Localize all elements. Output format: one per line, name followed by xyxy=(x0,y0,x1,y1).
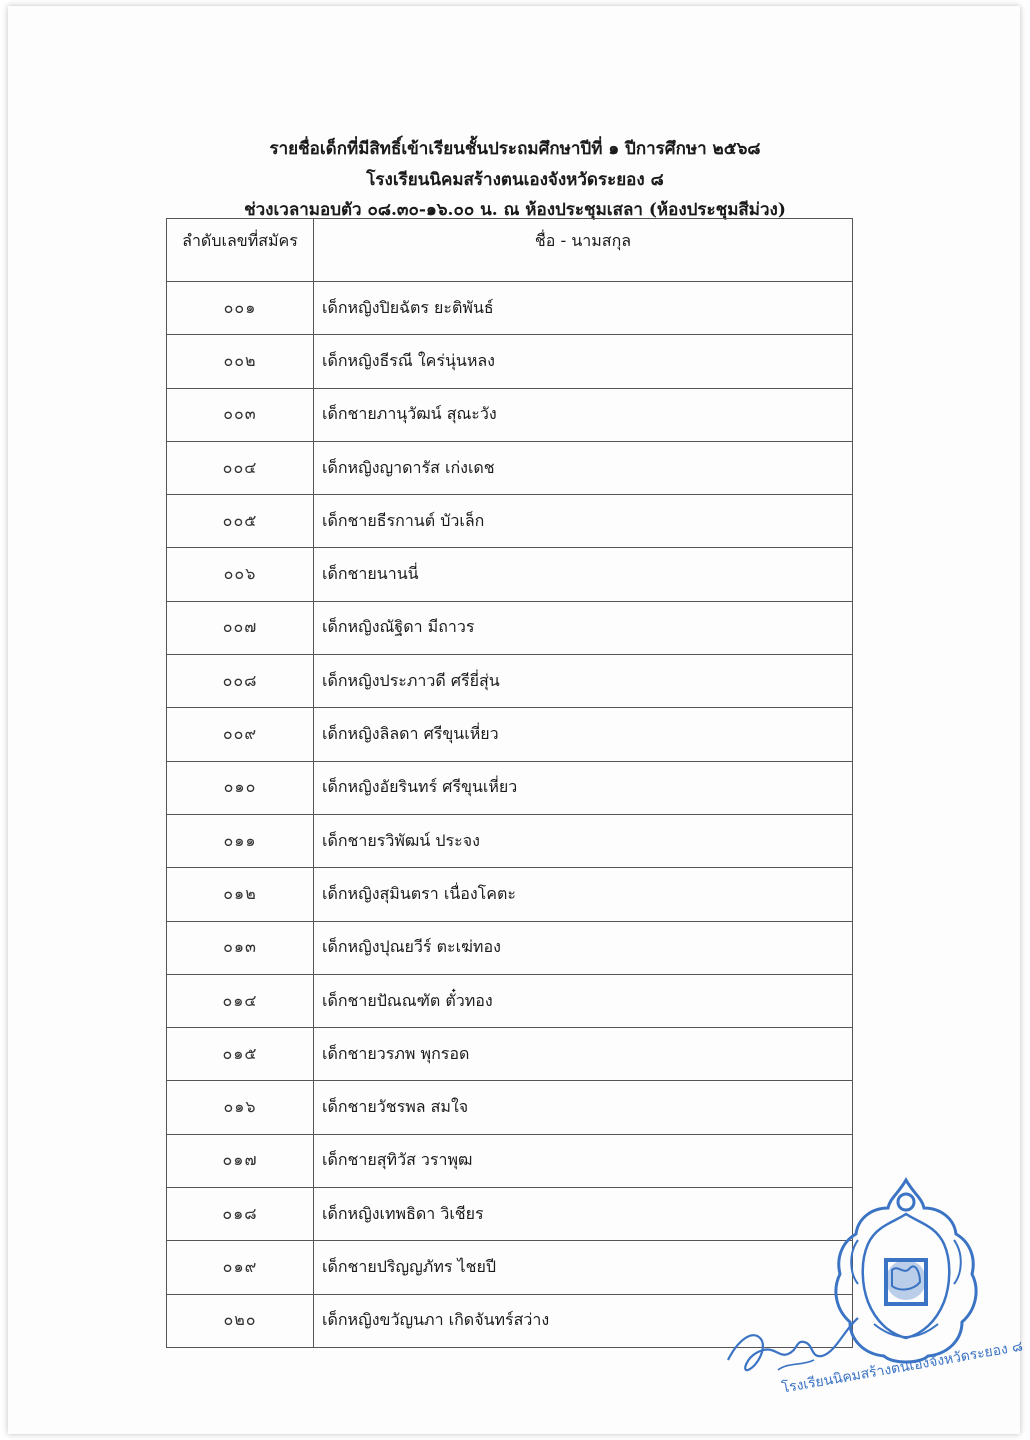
application-number: ๐๑๘ xyxy=(167,1188,314,1241)
table-row xyxy=(167,601,853,654)
application-number: ๐๑๙ xyxy=(167,1241,314,1294)
application-number: ๐๑๓ xyxy=(167,921,314,974)
application-number: ๐๐๑ xyxy=(167,282,314,335)
table-row xyxy=(167,548,853,601)
student-list-table xyxy=(166,218,853,1348)
student-name: เด็กหญิงปิยฉัตร ยะติพันธ์ xyxy=(314,282,853,335)
document-title: รายชื่อเด็กที่มีสิทธิ์เข้าเรียนชั้นประถมศึกษาปีที่ ๑ ปีการศึกษา ๒๕๖๘ xyxy=(269,139,761,159)
table-row xyxy=(167,1241,853,1294)
application-number: ๐๐๕ xyxy=(167,495,314,548)
application-number: ๐๑๑ xyxy=(167,814,314,867)
table-row xyxy=(167,1134,853,1187)
table-row xyxy=(167,708,853,761)
application-number: ๐๐๖ xyxy=(167,548,314,601)
column-header-name: ชื่อ - นามสกุล xyxy=(314,219,853,282)
student-name: เด็กชายสุทิวัส วราพุฒ xyxy=(314,1134,853,1187)
application-number: ๐๑๖ xyxy=(167,1081,314,1134)
table-row xyxy=(167,1081,853,1134)
table-row xyxy=(167,495,853,548)
student-name: เด็กชายรวิพัฒน์ ประจง xyxy=(314,814,853,867)
student-name: เด็กชายปัณณฑัต ตั๋วทอง xyxy=(314,974,853,1027)
student-name: เด็กหญิงเทพธิดา วิเชียร xyxy=(314,1188,853,1241)
application-number: ๐๑๐ xyxy=(167,761,314,814)
application-number: ๐๐๒ xyxy=(167,335,314,388)
student-name: เด็กชายธีรกานต์ บัวเล็ก xyxy=(314,495,853,548)
table-row xyxy=(167,868,853,921)
application-number: ๐๐๙ xyxy=(167,708,314,761)
student-name: เด็กหญิงอัยรินทร์ ศรีขุนเหี่ยว xyxy=(314,761,853,814)
student-name: เด็กหญิงปุณยวีร์ ตะเฆ่ทอง xyxy=(314,921,853,974)
student-name: เด็กชายปริญญภัทร ไชยปี xyxy=(314,1241,853,1294)
table-row xyxy=(167,1188,853,1241)
application-number: ๐๑๗ xyxy=(167,1134,314,1187)
application-number: ๐๐๘ xyxy=(167,655,314,708)
table-row xyxy=(167,761,853,814)
table-row xyxy=(167,974,853,1027)
student-name: เด็กหญิงญาดารัส เก่งเดช xyxy=(314,441,853,494)
student-name: เด็กหญิงลิลดา ศรีขุนเหี่ยว xyxy=(314,708,853,761)
student-name: เด็กหญิงสุมินตรา เนื่องโคตะ xyxy=(314,868,853,921)
table-header-row xyxy=(167,219,853,282)
table-row xyxy=(167,1028,853,1081)
table-row xyxy=(167,655,853,708)
student-name: เด็กหญิงธีรณี ใคร่นุ่นหลง xyxy=(314,335,853,388)
student-name: เด็กชายภานุวัฒน์ สุณะวัง xyxy=(314,388,853,441)
application-number: ๐๐๓ xyxy=(167,388,314,441)
student-name: เด็กหญิงณัฐิดา มีถาวร xyxy=(314,601,853,654)
school-name: โรงเรียนนิคมสร้างตนเองจังหวัดระยอง ๘ xyxy=(366,170,664,190)
student-name: เด็กชายวัชรพล สมใจ xyxy=(314,1081,853,1134)
application-number: ๐๐๗ xyxy=(167,601,314,654)
seal-caption: โรงเรียนนิคมสร้างตนเองจังหวัดระยอง ๘ xyxy=(780,1338,1025,1397)
column-header-number: ลำดับเลขที่สมัคร xyxy=(167,219,314,282)
application-number: ๐๑๔ xyxy=(167,974,314,1027)
student-name: เด็กชายวรภพ พุกรอด xyxy=(314,1028,853,1081)
application-number: ๐๐๔ xyxy=(167,441,314,494)
reporting-time: ช่วงเวลามอบตัว ๐๘.๓๐-๑๖.๐๐ น. ณ ห้องประชุมเสลา (ห้องประชุมสีม่วง) xyxy=(244,200,786,220)
table-row xyxy=(167,441,853,494)
table-row xyxy=(167,921,853,974)
table-row xyxy=(167,282,853,335)
table-row xyxy=(167,388,853,441)
table-row xyxy=(167,814,853,867)
student-name: เด็กหญิงขวัญนภา เกิดจันทร์สว่าง xyxy=(314,1294,853,1347)
student-name: เด็กหญิงประภาวดี ศรียี่สุ่น xyxy=(314,655,853,708)
student-name: เด็กชายนานนี่ xyxy=(314,548,853,601)
application-number: ๐๑๕ xyxy=(167,1028,314,1081)
application-number: ๐๒๐ xyxy=(167,1294,314,1347)
table-row xyxy=(167,335,853,388)
application-number: ๐๑๒ xyxy=(167,868,314,921)
